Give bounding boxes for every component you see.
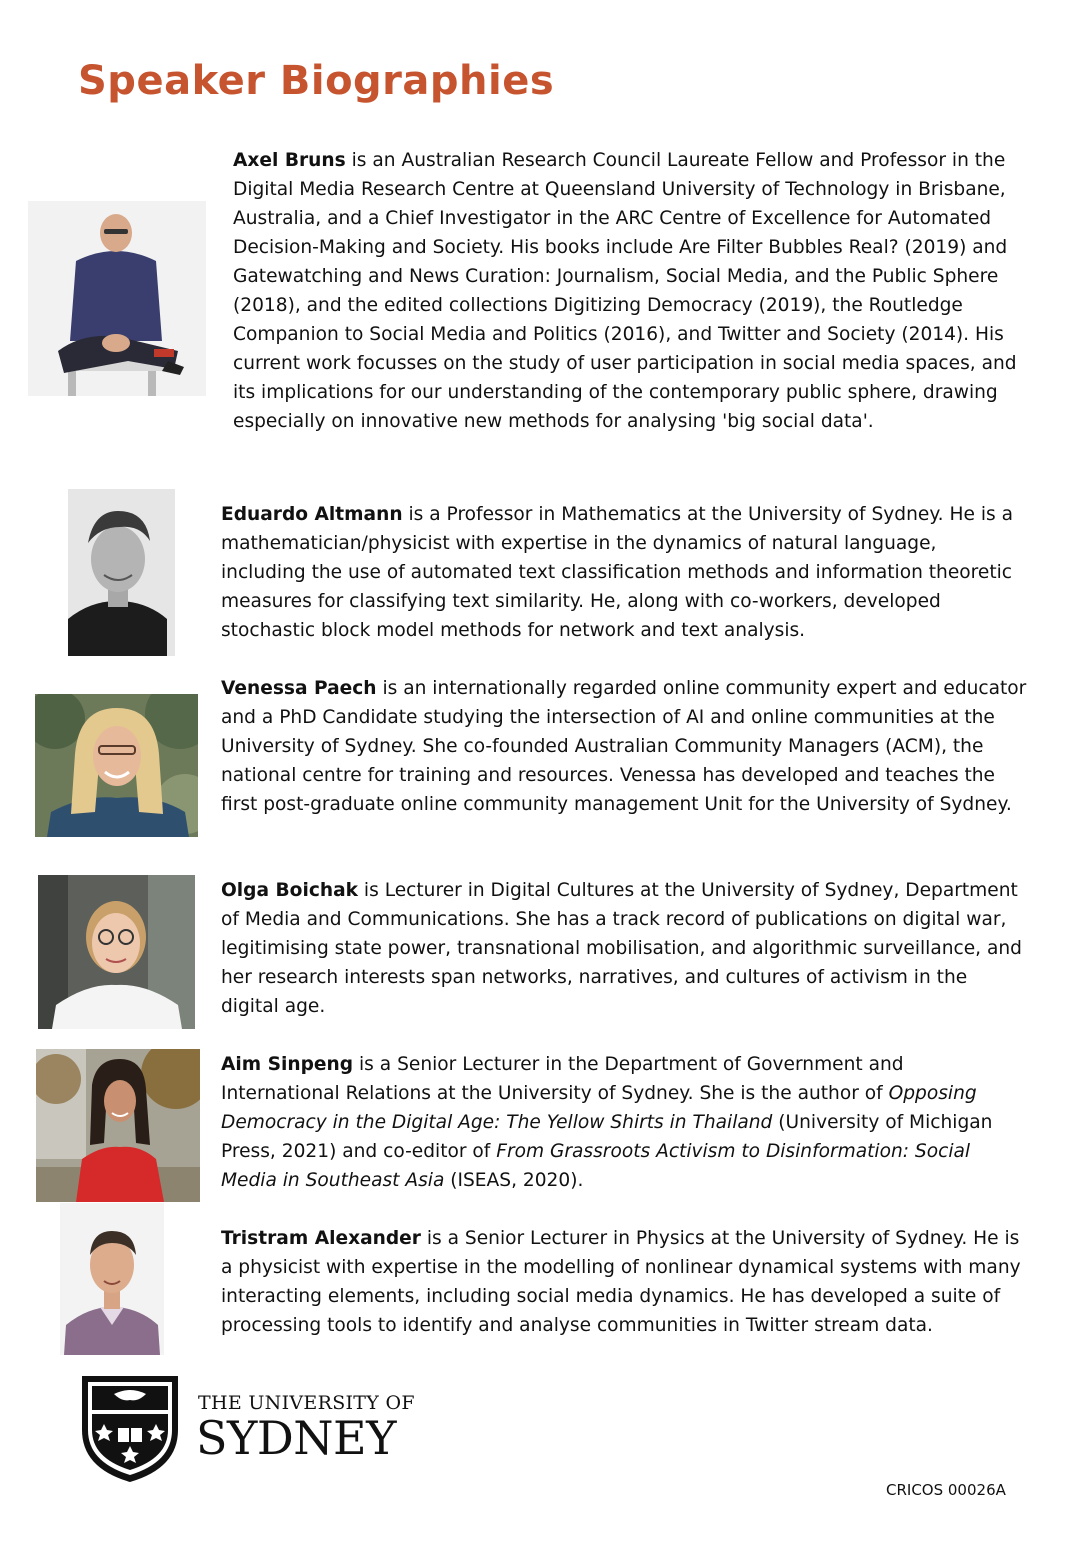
speaker-photo-eduardo-altmann [60, 489, 175, 656]
portrait-photo [28, 201, 206, 396]
speaker-photo-venessa-paech [35, 694, 198, 837]
portrait-photo [35, 694, 198, 837]
speaker-bio-aim-sinpeng [221, 1050, 1027, 1195]
speaker-name: Eduardo Altmann [221, 504, 403, 525]
speaker-photo-tristram-alexander [60, 1203, 164, 1355]
logo-text-line2: SYDNEY [196, 1411, 396, 1465]
speaker-name: Olga Boichak [221, 880, 359, 901]
portrait-photo [60, 1203, 164, 1355]
speaker-name: Axel Bruns [233, 150, 346, 171]
speaker-bio-tristram-alexander [221, 1224, 1027, 1340]
speaker-name: Aim Sinpeng [221, 1054, 354, 1075]
bio-text: is a Senior Lecturer in the Department of Government and International Relations at the University of Sydney. She is the author of [221, 1054, 904, 1104]
bio-text: is a Senior Lecturer in Physics at the University of Sydney. He is a physicist with expertise in the modelling of nonlinear dynamical systems with many interacting elements, including social media dynamics. He has developed a suite of processing tools to identify and analyse communities in Twitter stream data. [221, 1228, 1021, 1336]
speaker-name: Venessa Paech [221, 678, 377, 699]
university-crest-icon [78, 1372, 182, 1484]
cricos-code: CRICOS 00026A [886, 1481, 1006, 1499]
speaker-photo-olga-boichak [38, 875, 195, 1029]
logo-text-line1: THE UNIVERSITY OF [198, 1392, 415, 1414]
page-title: Speaker Biographies [78, 58, 555, 104]
bio-text: is an Australian Research Council Laureate Fellow and Professor in the Digital Media Research Centre at Queensland University of Technology in Brisbane, Australia, and a Chief Investigator in the ARC Centre of Excellence for Automated Decision-Making and Society. His books include Are Filter Bubbles Real? (2019) and Gatewatching and News Curation: Journalism, Social Media, and the Public Sphere (2018), and the edited collections Digitizing Democracy (2019), the Routledge Companion to Social Media and Politics (2016), and Twitter and Society (2014). His current work focusses on the study of user participation in social media spaces, and its implications for our understanding of the contemporary public sphere, drawing especially on innovative new methods for analysing 'big social data'. [233, 150, 1017, 432]
bio-text: is an internationally regarded online community expert and educator and a PhD Candidate studying the intersection of AI and online communities at the University of Sydney. She co-founded Australian Community Managers (ACM), the national centre for training and resources. Venessa has developed and teaches the first post-graduate online community management Unit for the University of Sydney. [221, 678, 1027, 815]
portrait-photo [36, 1049, 200, 1202]
speaker-photo-aim-sinpeng [36, 1049, 200, 1202]
bio-text: is a Professor in Mathematics at the University of Sydney. He is a mathematician/physicist with expertise in the dynamics of natural language, including the use of automated text classification methods and information theoretic measures for classifying text similarity. He, along with co-workers, developed stochastic block model methods for network and text analysis. [221, 504, 1013, 641]
university-logo [78, 1372, 415, 1484]
bio-book-title: From Grassroots Activism to Disinformation: Social Media in Southeast Asia [221, 1141, 971, 1191]
speaker-photo-axel-bruns [28, 201, 206, 396]
portrait-photo [60, 489, 175, 656]
bio-book-title: Opposing Democracy in the Digital Age: The Yellow Shirts in Thailand [221, 1083, 977, 1133]
speaker-bio-eduardo-altmann [221, 500, 1027, 645]
speaker-name: Tristram Alexander [221, 1228, 421, 1249]
speaker-bio-olga-boichak [221, 876, 1027, 1021]
speaker-bio-venessa-paech [221, 674, 1027, 819]
speaker-bio-axel-bruns [233, 146, 1033, 436]
bio-text: is Lecturer in Digital Cultures at the University of Sydney, Department of Media and Communications. She has a track record of publications on digital war, legitimising state power, transnational mobilisation, and algorithmic surveillance, and her research interests span networks, narratives, and cultures of activism in the digital age. [221, 880, 1022, 1017]
bio-text: (University of Michigan Press, 2021) and co-editor of [221, 1112, 993, 1162]
portrait-photo [38, 875, 195, 1029]
bio-text: (ISEAS, 2020). [444, 1170, 584, 1191]
